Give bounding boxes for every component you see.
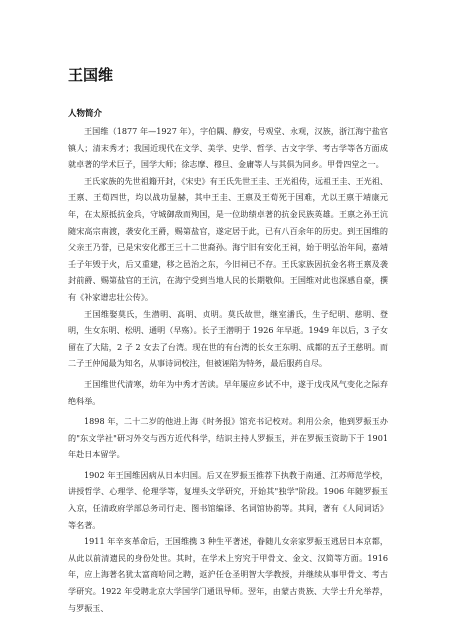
paragraph-1911: 1911 年辛亥革命后，王国维携 3 种生平著述，眷随儿女亲家罗振玉逃居日本京都，从此以前清遗民的身份处世。其时，在学术上穷究于甲骨文、金文、汉简等方面。1916 年，应上海著名犹太富商哈同之聘，返沪任仓圣明智大学教授，并继续从事甲骨文、考古学研究。1922 年受聘北京大学国学门通讯导师。翌年，由蒙古贵族、大学士升允举荐，与罗振玉、: [68, 536, 388, 613]
article-body: [68, 123, 388, 616]
section-heading: 人物简介: [68, 109, 103, 119]
paragraph-family-origin: 王氏家族的先世祖籍开封，《宋史》有王氏先世王圭、王光祖传，远祖王圭、王光祖、王禀、王荀四世，均以战功显赫，其中王圭、王禀及王荀死于国难，尤以王禀于靖康元年，在太原抵抗金兵，守城御敌而殉国，是一位助绩卓著的抗金民族英雄。王禀之孙王沆随宋高宗南渡，袭安化王爵，赐第盐官，遂定居于此，已有八百余年的历史。到王国维的父亲王乃誉，已是宋安化郡王三十二世裔孙。海宁旧有安化王祠，始于明弘治年间，嘉靖壬子年毁于火，后又重建，移之邑治之东，今旧祠已不存。王氏家族因抗金名将王禀及袭封前爵、赐第盐官的王沆，在海宁受到当地人民的长期敬仰。王国维对此也深感自豪，撰有《补家谱忠壮公传》。: [68, 175, 388, 302]
paragraph-1898: 1898 年，二十二岁的他进上海《时务报》馆充书记校对。利用公余，他到罗振玉办的"东文学社"研习外交与西方近代科学，结识主持人罗振玉，并在罗振玉资助下于 1901 年赴日本留学。: [68, 416, 388, 460]
page-title: 王国维: [68, 66, 114, 84]
paragraph-intro: 王国维（1877 年—1927 年），字伯隅、静安，号观堂、永观，汉族，浙江海宁盐官镇人；清末秀才；我国近现代在文学、美学、史学、哲学、古文字学、考古学等各方面成就卓著的学术巨子，国学大师；徐志摩、穆旦、金庸等人与其俱为同乡。甲骨四堂之一。: [68, 126, 388, 170]
paragraph-family-members: 王国维娶莫氏，生潜明、高明、贞明。莫氏故世，继室潘氏，生子纪明、慈明、登明，生女东明、松明、通明（早殇）。长子王潜明于 1926 年早逝。1949 年以后，3 子女留在了大陆，2 子 2 女去了台湾。现在世的有台湾的长女王东明、成都的五子王慈明。而二子王仲闻最为知名，从事诗词校注，但被诬陷为特务，最后服药自尽。: [68, 308, 388, 369]
paragraph-early-life: 王国维世代清寒，幼年为中秀才苦读。早年屡应乡试不中，遂于戊戌风气变化之际弃绝科举。: [68, 378, 388, 406]
paragraph-1902: 1902 年王国维因病从日本归国。后又在罗振玉推荐下执教于南通、江苏师范学校，讲授哲学、心理学、伦理学等，复埋头文学研究，开始其"独学"阶段。1906 年随罗振玉入京，任清政府学部总务司行走、图书馆编译、名词馆协韵等。其间，著有《人间词话》等名著。: [68, 469, 388, 530]
